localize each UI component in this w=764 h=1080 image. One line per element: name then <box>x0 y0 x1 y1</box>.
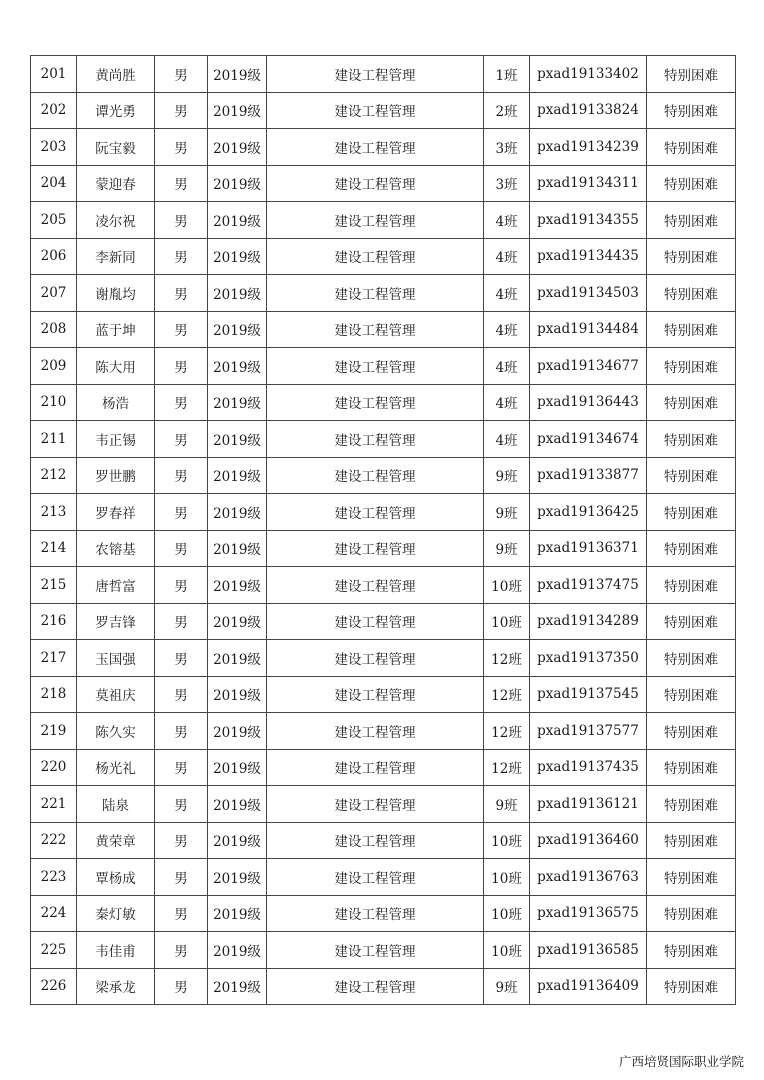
student-name-cell: 杨浩 <box>77 384 155 421</box>
table-row <box>31 56 736 93</box>
row-number-cell: 214 <box>31 530 77 567</box>
class-cell: 4班 <box>484 348 530 385</box>
hardship-level-cell: 特别困难 <box>647 895 736 932</box>
table-row <box>31 749 736 786</box>
row-number-cell: 224 <box>31 895 77 932</box>
gender-cell: 男 <box>155 311 208 348</box>
hardship-level-cell: 特别困难 <box>647 457 736 494</box>
grade-cell: 2019级 <box>208 238 267 275</box>
row-number-cell: 225 <box>31 932 77 969</box>
student-name-cell: 李新同 <box>77 238 155 275</box>
hardship-level-cell: 特别困难 <box>647 129 736 166</box>
major-cell: 建设工程管理 <box>267 749 484 786</box>
table-row <box>31 494 736 531</box>
hardship-level-cell: 特别困难 <box>647 640 736 677</box>
row-number-cell: 204 <box>31 165 77 202</box>
hardship-level-cell: 特别困难 <box>647 421 736 458</box>
hardship-level-cell: 特别困难 <box>647 92 736 129</box>
gender-cell: 男 <box>155 202 208 239</box>
major-cell: 建设工程管理 <box>267 640 484 677</box>
class-cell: 4班 <box>484 311 530 348</box>
table-row <box>31 384 736 421</box>
student-name-cell: 覃杨成 <box>77 859 155 896</box>
grade-cell: 2019级 <box>208 311 267 348</box>
grade-cell: 2019级 <box>208 56 267 93</box>
table-row <box>31 202 736 239</box>
grade-cell: 2019级 <box>208 530 267 567</box>
row-number-cell: 212 <box>31 457 77 494</box>
gender-cell: 男 <box>155 859 208 896</box>
student-name-cell: 蒙迎春 <box>77 165 155 202</box>
gender-cell: 男 <box>155 968 208 1005</box>
student-id-cell: pxad19134435 <box>530 238 647 275</box>
major-cell: 建设工程管理 <box>267 530 484 567</box>
student-id-cell: pxad19136460 <box>530 822 647 859</box>
hardship-level-cell: 特别困难 <box>647 275 736 312</box>
institution-footer: 广西培贤国际职业学院 <box>618 1054 744 1069</box>
hardship-level-cell: 特别困难 <box>647 494 736 531</box>
major-cell: 建设工程管理 <box>267 202 484 239</box>
gender-cell: 男 <box>155 713 208 750</box>
class-cell: 10班 <box>484 567 530 604</box>
gender-cell: 男 <box>155 457 208 494</box>
row-number-cell: 206 <box>31 238 77 275</box>
class-cell: 9班 <box>484 494 530 531</box>
hardship-level-cell: 特别困难 <box>647 56 736 93</box>
gender-cell: 男 <box>155 640 208 677</box>
student-id-cell: pxad19137545 <box>530 676 647 713</box>
gender-cell: 男 <box>155 56 208 93</box>
student-id-cell: pxad19137577 <box>530 713 647 750</box>
student-name-cell: 唐哲富 <box>77 567 155 604</box>
student-name-cell: 玉国强 <box>77 640 155 677</box>
major-cell: 建设工程管理 <box>267 822 484 859</box>
gender-cell: 男 <box>155 676 208 713</box>
grade-cell: 2019级 <box>208 275 267 312</box>
student-id-cell: pxad19136443 <box>530 384 647 421</box>
table-row <box>31 786 736 823</box>
grade-cell: 2019级 <box>208 421 267 458</box>
student-id-cell: pxad19137475 <box>530 567 647 604</box>
row-number-cell: 208 <box>31 311 77 348</box>
table-row <box>31 421 736 458</box>
major-cell: 建设工程管理 <box>267 932 484 969</box>
grade-cell: 2019级 <box>208 895 267 932</box>
student-id-cell: pxad19137435 <box>530 749 647 786</box>
gender-cell: 男 <box>155 275 208 312</box>
row-number-cell: 219 <box>31 713 77 750</box>
row-number-cell: 209 <box>31 348 77 385</box>
gender-cell: 男 <box>155 822 208 859</box>
hardship-level-cell: 特别困难 <box>647 822 736 859</box>
student-id-cell: pxad19133824 <box>530 92 647 129</box>
student-id-cell: pxad19134674 <box>530 421 647 458</box>
class-cell: 10班 <box>484 859 530 896</box>
hardship-level-cell: 特别困难 <box>647 713 736 750</box>
table-row <box>31 968 736 1005</box>
gender-cell: 男 <box>155 494 208 531</box>
student-id-cell: pxad19136763 <box>530 859 647 896</box>
class-cell: 4班 <box>484 421 530 458</box>
student-name-cell: 陈久实 <box>77 713 155 750</box>
gender-cell: 男 <box>155 348 208 385</box>
major-cell: 建设工程管理 <box>267 457 484 494</box>
table-row <box>31 348 736 385</box>
hardship-level-cell: 特别困难 <box>647 384 736 421</box>
grade-cell: 2019级 <box>208 129 267 166</box>
student-name-cell: 梁承龙 <box>77 968 155 1005</box>
gender-cell: 男 <box>155 129 208 166</box>
student-name-cell: 韦正锡 <box>77 421 155 458</box>
gender-cell: 男 <box>155 530 208 567</box>
student-name-cell: 农镕基 <box>77 530 155 567</box>
major-cell: 建设工程管理 <box>267 129 484 166</box>
major-cell: 建设工程管理 <box>267 421 484 458</box>
row-number-cell: 222 <box>31 822 77 859</box>
student-name-cell: 罗世鹏 <box>77 457 155 494</box>
class-cell: 4班 <box>484 275 530 312</box>
row-number-cell: 220 <box>31 749 77 786</box>
student-name-cell: 陈大用 <box>77 348 155 385</box>
class-cell: 2班 <box>484 92 530 129</box>
class-cell: 12班 <box>484 640 530 677</box>
student-name-cell: 凌尔祝 <box>77 202 155 239</box>
grade-cell: 2019级 <box>208 749 267 786</box>
hardship-level-cell: 特别困难 <box>647 530 736 567</box>
grade-cell: 2019级 <box>208 92 267 129</box>
student-name-cell: 黄尚胜 <box>77 56 155 93</box>
grade-cell: 2019级 <box>208 968 267 1005</box>
class-cell: 10班 <box>484 603 530 640</box>
hardship-level-cell: 特别困难 <box>647 567 736 604</box>
gender-cell: 男 <box>155 749 208 786</box>
grade-cell: 2019级 <box>208 932 267 969</box>
row-number-cell: 218 <box>31 676 77 713</box>
class-cell: 3班 <box>484 129 530 166</box>
student-id-cell: pxad19134503 <box>530 275 647 312</box>
hardship-level-cell: 特别困难 <box>647 165 736 202</box>
student-name-cell: 阮宝毅 <box>77 129 155 166</box>
major-cell: 建设工程管理 <box>267 676 484 713</box>
hardship-level-cell: 特别困难 <box>647 859 736 896</box>
row-number-cell: 217 <box>31 640 77 677</box>
class-cell: 12班 <box>484 749 530 786</box>
student-id-cell: pxad19134289 <box>530 603 647 640</box>
row-number-cell: 201 <box>31 56 77 93</box>
student-id-cell: pxad19136409 <box>530 968 647 1005</box>
major-cell: 建设工程管理 <box>267 92 484 129</box>
row-number-cell: 226 <box>31 968 77 1005</box>
class-cell: 4班 <box>484 384 530 421</box>
grade-cell: 2019级 <box>208 822 267 859</box>
student-id-cell: pxad19134311 <box>530 165 647 202</box>
class-cell: 12班 <box>484 713 530 750</box>
table-row <box>31 129 736 166</box>
table-row <box>31 165 736 202</box>
major-cell: 建设工程管理 <box>267 494 484 531</box>
gender-cell: 男 <box>155 421 208 458</box>
table-row <box>31 92 736 129</box>
hardship-level-cell: 特别困难 <box>647 311 736 348</box>
row-number-cell: 216 <box>31 603 77 640</box>
table-row <box>31 932 736 969</box>
table-row <box>31 567 736 604</box>
grade-cell: 2019级 <box>208 384 267 421</box>
gender-cell: 男 <box>155 786 208 823</box>
table-row <box>31 311 736 348</box>
hardship-level-cell: 特别困难 <box>647 932 736 969</box>
grade-cell: 2019级 <box>208 494 267 531</box>
hardship-level-cell: 特别困难 <box>647 786 736 823</box>
gender-cell: 男 <box>155 603 208 640</box>
major-cell: 建设工程管理 <box>267 567 484 604</box>
student-name-cell: 莫祖庆 <box>77 676 155 713</box>
class-cell: 10班 <box>484 822 530 859</box>
table-row <box>31 822 736 859</box>
grade-cell: 2019级 <box>208 676 267 713</box>
student-name-cell: 谭光勇 <box>77 92 155 129</box>
gender-cell: 男 <box>155 238 208 275</box>
student-id-cell: pxad19136585 <box>530 932 647 969</box>
major-cell: 建设工程管理 <box>267 275 484 312</box>
hardship-level-cell: 特别困难 <box>647 202 736 239</box>
class-cell: 12班 <box>484 676 530 713</box>
major-cell: 建设工程管理 <box>267 713 484 750</box>
student-name-cell: 杨光礼 <box>77 749 155 786</box>
hardship-level-cell: 特别困难 <box>647 348 736 385</box>
table-row <box>31 457 736 494</box>
hardship-level-cell: 特别困难 <box>647 968 736 1005</box>
roster-body <box>31 56 736 1005</box>
major-cell: 建设工程管理 <box>267 895 484 932</box>
table-row <box>31 530 736 567</box>
major-cell: 建设工程管理 <box>267 238 484 275</box>
major-cell: 建设工程管理 <box>267 165 484 202</box>
gender-cell: 男 <box>155 567 208 604</box>
student-id-cell: pxad19133402 <box>530 56 647 93</box>
grade-cell: 2019级 <box>208 202 267 239</box>
row-number-cell: 221 <box>31 786 77 823</box>
student-id-cell: pxad19134239 <box>530 129 647 166</box>
class-cell: 9班 <box>484 968 530 1005</box>
student-name-cell: 韦佳甫 <box>77 932 155 969</box>
hardship-level-cell: 特别困难 <box>647 603 736 640</box>
hardship-level-cell: 特别困难 <box>647 676 736 713</box>
grade-cell: 2019级 <box>208 165 267 202</box>
grade-cell: 2019级 <box>208 567 267 604</box>
major-cell: 建设工程管理 <box>267 603 484 640</box>
major-cell: 建设工程管理 <box>267 56 484 93</box>
hardship-level-cell: 特别困难 <box>647 749 736 786</box>
grade-cell: 2019级 <box>208 640 267 677</box>
class-cell: 1班 <box>484 56 530 93</box>
row-number-cell: 213 <box>31 494 77 531</box>
student-name-cell: 秦灯敏 <box>77 895 155 932</box>
grade-cell: 2019级 <box>208 859 267 896</box>
row-number-cell: 203 <box>31 129 77 166</box>
class-cell: 9班 <box>484 786 530 823</box>
major-cell: 建设工程管理 <box>267 384 484 421</box>
row-number-cell: 202 <box>31 92 77 129</box>
student-id-cell: pxad19136121 <box>530 786 647 823</box>
gender-cell: 男 <box>155 165 208 202</box>
major-cell: 建设工程管理 <box>267 786 484 823</box>
row-number-cell: 205 <box>31 202 77 239</box>
table-row <box>31 895 736 932</box>
class-cell: 4班 <box>484 238 530 275</box>
class-cell: 9班 <box>484 530 530 567</box>
student-id-cell: pxad19134677 <box>530 348 647 385</box>
major-cell: 建设工程管理 <box>267 859 484 896</box>
student-id-cell: pxad19137350 <box>530 640 647 677</box>
student-id-cell: pxad19134484 <box>530 311 647 348</box>
gender-cell: 男 <box>155 92 208 129</box>
grade-cell: 2019级 <box>208 348 267 385</box>
student-id-cell: pxad19133877 <box>530 457 647 494</box>
class-cell: 10班 <box>484 932 530 969</box>
student-name-cell: 陆泉 <box>77 786 155 823</box>
row-number-cell: 215 <box>31 567 77 604</box>
table-row <box>31 713 736 750</box>
table-row <box>31 640 736 677</box>
row-number-cell: 207 <box>31 275 77 312</box>
table-row <box>31 603 736 640</box>
table-row <box>31 275 736 312</box>
grade-cell: 2019级 <box>208 457 267 494</box>
class-cell: 4班 <box>484 202 530 239</box>
class-cell: 9班 <box>484 457 530 494</box>
grade-cell: 2019级 <box>208 713 267 750</box>
student-id-cell: pxad19136575 <box>530 895 647 932</box>
gender-cell: 男 <box>155 384 208 421</box>
class-cell: 10班 <box>484 895 530 932</box>
major-cell: 建设工程管理 <box>267 311 484 348</box>
hardship-level-cell: 特别困难 <box>647 238 736 275</box>
student-name-cell: 谢胤均 <box>77 275 155 312</box>
student-id-cell: pxad19136371 <box>530 530 647 567</box>
gender-cell: 男 <box>155 932 208 969</box>
row-number-cell: 210 <box>31 384 77 421</box>
student-name-cell: 蓝于坤 <box>77 311 155 348</box>
row-number-cell: 223 <box>31 859 77 896</box>
student-id-cell: pxad19136425 <box>530 494 647 531</box>
row-number-cell: 211 <box>31 421 77 458</box>
grade-cell: 2019级 <box>208 603 267 640</box>
major-cell: 建设工程管理 <box>267 348 484 385</box>
student-id-cell: pxad19134355 <box>530 202 647 239</box>
table-row <box>31 238 736 275</box>
grade-cell: 2019级 <box>208 786 267 823</box>
student-name-cell: 罗吉锋 <box>77 603 155 640</box>
table-row <box>31 676 736 713</box>
student-roster-table <box>30 55 736 1005</box>
student-name-cell: 黄荣章 <box>77 822 155 859</box>
student-name-cell: 罗春祥 <box>77 494 155 531</box>
gender-cell: 男 <box>155 895 208 932</box>
class-cell: 3班 <box>484 165 530 202</box>
table-row <box>31 859 736 896</box>
major-cell: 建设工程管理 <box>267 968 484 1005</box>
